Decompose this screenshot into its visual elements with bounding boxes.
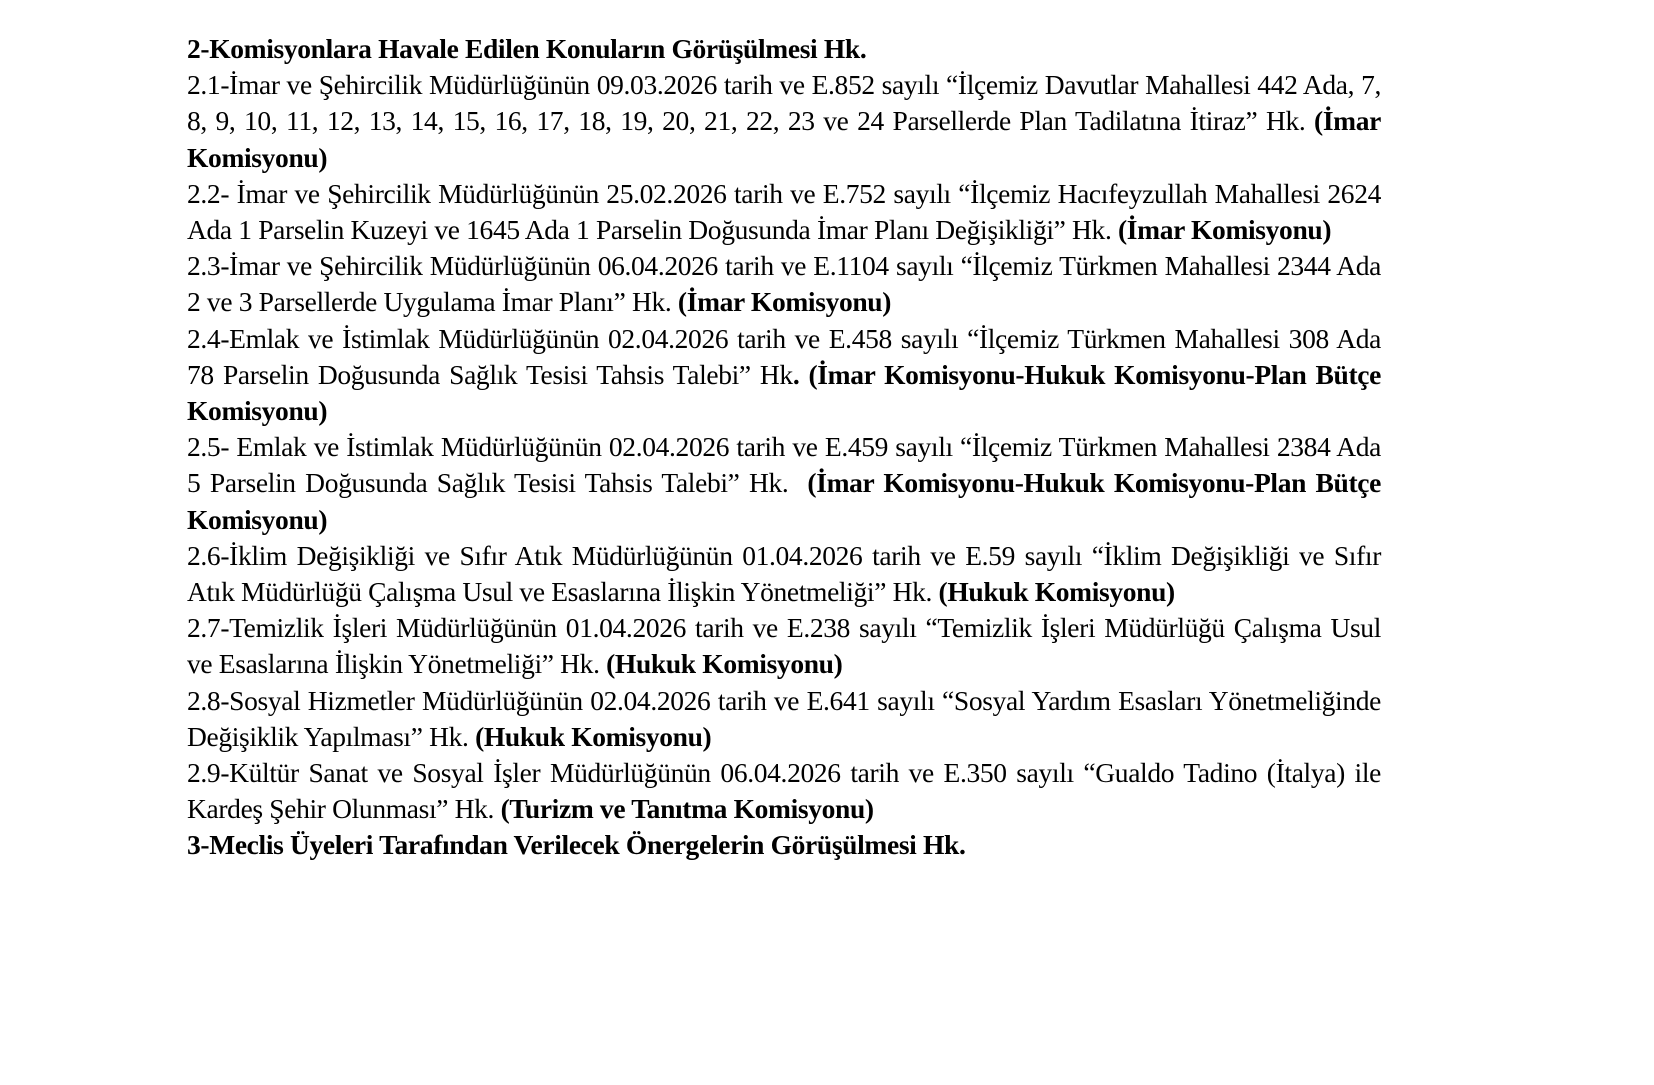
commission-label: (Hukuk Komisyonu) bbox=[606, 648, 843, 680]
document-page bbox=[187, 31, 1388, 864]
agenda-item-text: 2.3-İmar ve Şehircilik Müdürlüğünün 06.04.2026 tarih ve E.1104 sayılı “İlçemiz Türkmen Mahallesi 2344 Ada 2 ve 3 Parsellerde Uygulama İmar Planı” Hk. bbox=[187, 250, 1381, 318]
agenda-item-2-6 bbox=[187, 538, 1381, 610]
commission-label: (Hukuk Komisyonu) bbox=[475, 720, 712, 752]
agenda-item-text: 2.6-İklim Değişikliği ve Sıfır Atık Müdürlüğünün 01.04.2026 tarih ve E.59 sayılı “İklim Değişikliği ve Sıfır Atık Müdürlüğü Çalışma Usul ve Esaslarına İlişkin Yönetmeliği” Hk. bbox=[187, 539, 1381, 608]
commission-label: . (İmar Komisyonu-Hukuk Komisyonu-Plan Bütçe Komisyonu) bbox=[187, 358, 1381, 427]
agenda-item-2-1 bbox=[187, 67, 1381, 176]
agenda-item-2-7 bbox=[187, 610, 1381, 682]
agenda-item-text: 2.8-Sosyal Hizmetler Müdürlüğünün 02.04.2026 tarih ve E.641 sayılı “Sosyal Yardım Esasları Yönetmeliğinde Değişiklik Yapılması” Hk. bbox=[187, 684, 1381, 752]
agenda-item-2-5 bbox=[187, 429, 1388, 538]
agenda-item-text: 2.5- Emlak ve İstimlak Müdürlüğünün 02.04.2026 tarih ve E.459 sayılı “İlçemiz Türkmen Mahallesi 2384 Ada 5 Parselin Doğusunda Sağlık Tesisi Tahsis Talebi” Hk. bbox=[187, 431, 1388, 499]
agenda-item-2-3 bbox=[187, 248, 1381, 320]
commission-label: (Hukuk Komisyonu) bbox=[938, 576, 1175, 608]
commission-label: (İmar Komisyonu-Hukuk Komisyonu-Plan Bütçe Komisyonu) bbox=[187, 467, 1381, 535]
section-2-heading: 2-Komisyonlara Havale Edilen Konuların Görüşülmesi Hk. bbox=[187, 33, 867, 64]
agenda-item-text: 2.2- İmar ve Şehircilik Müdürlüğünün 25.02.2026 tarih ve E.752 sayılı “İlçemiz Hacıfeyzullah Mahallesi 2624 Ada 1 Parselin Kuzeyi ve 1645 Ada 1 Parselin Doğusunda İmar Planı Değişikliği” Hk. bbox=[187, 177, 1381, 246]
agenda-item-2-8 bbox=[187, 683, 1381, 755]
agenda-item-text: 2.7-Temizlik İşleri Müdürlüğünün 01.04.2026 tarih ve E.238 sayılı “Temizlik İşleri Müdürlüğü Çalışma Usul ve Esaslarına İlişkin Yönetmeliği” Hk. bbox=[187, 612, 1381, 680]
agenda-item-2-2 bbox=[187, 176, 1381, 248]
commission-label: (İmar Komisyonu) bbox=[1118, 214, 1332, 246]
section-3-heading: 3-Meclis Üyeleri Tarafından Verilecek Önergelerin Görüşülmesi Hk. bbox=[187, 829, 966, 861]
commission-label: (Turizm ve Tanıtma Komisyonu) bbox=[500, 793, 874, 825]
agenda-item-2-4 bbox=[187, 321, 1381, 430]
agenda-item-2-9 bbox=[187, 755, 1381, 827]
commission-label: (İmar Komisyonu) bbox=[187, 105, 1381, 173]
agenda-item-text: 2.1-İmar ve Şehircilik Müdürlüğünün 09.03.2026 tarih ve E.852 sayılı “İlçemiz Davutlar Mahallesi 442 Ada, 7, 8, 9, 10, 11, 12, 13, 14, 15, 16, 17, 18, 19, 20, 21, 22, 23 ve 24 Parsellerde Plan Tadilatına İtiraz” Hk. bbox=[187, 69, 1381, 137]
agenda-item-text: 2.4-Emlak ve İstimlak Müdürlüğünün 02.04.2026 tarih ve E.458 sayılı “İlçemiz Türkmen Mahallesi 308 Ada 78 Parselin Doğusunda Sağlık Tesisi Tahsis Talebi” Hk bbox=[187, 322, 1381, 390]
agenda-item-text: 2.9-Kültür Sanat ve Sosyal İşler Müdürlüğünün 06.04.2026 tarih ve E.350 sayılı “Gualdo Tadino (İtalya) ile Kardeş Şehir Olunması” Hk. bbox=[187, 757, 1381, 825]
commission-label: (İmar Komisyonu) bbox=[677, 286, 892, 318]
